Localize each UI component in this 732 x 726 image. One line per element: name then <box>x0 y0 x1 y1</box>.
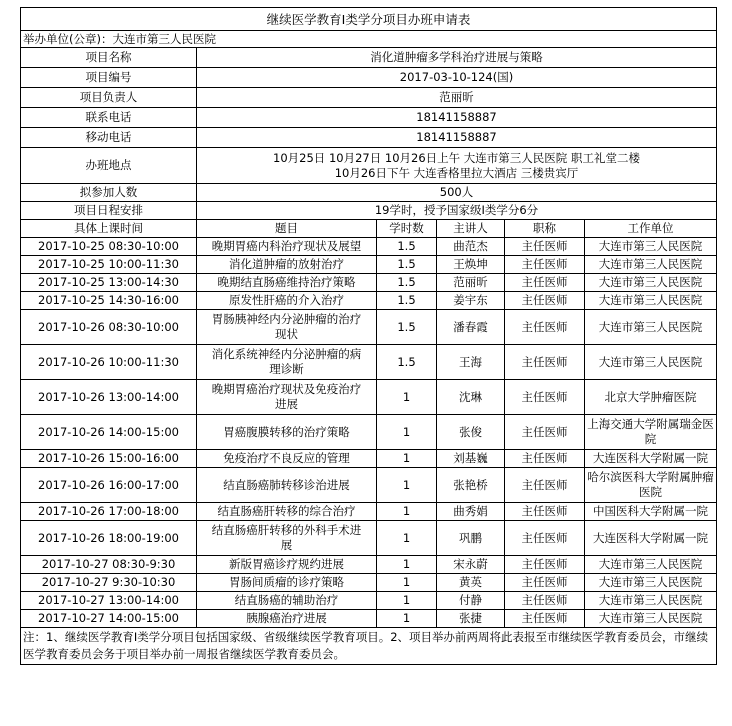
cell-hours: 1 <box>377 468 437 503</box>
cell-topic-line: 胰腺癌治疗进展 <box>246 611 327 625</box>
cell-organization <box>585 310 717 345</box>
cell-hours: 1.5 <box>377 310 437 345</box>
contact-phone-label: 联系电话 <box>21 108 197 128</box>
footnote: 注：1、继续医学教育Ⅰ类学分项目包括国家级、省级继续医学教育项目。2、项目举办前两周将此表报至市继续医学教育委员会，市继续医学教育委员会务于项目举办前一周报省继续医学教育委员会。 <box>21 628 717 665</box>
cell-topic-line: 胃肠胰神经内分泌肿瘤的治疗 <box>211 312 362 326</box>
cell-time: 2017-10-26 16:00-17:00 <box>21 468 197 503</box>
cell-time: 2017-10-27 08:30-9:30 <box>21 556 197 574</box>
venue-line-1: 10月25日 10月27日 10月26日上午 大连市第三人民医院 职工礼堂二楼 <box>273 150 640 165</box>
cell-time: 2017-10-27 9:30-10:30 <box>21 574 197 592</box>
cell-organization-line: 大连市第三人民医院 <box>598 611 703 625</box>
cell-organization <box>585 521 717 556</box>
table-row <box>21 345 717 380</box>
cell-organization <box>585 415 717 450</box>
table-row <box>21 574 717 592</box>
cell-organization <box>585 556 717 574</box>
cell-speaker: 范丽昕 <box>437 274 505 292</box>
cell-time: 2017-10-27 13:00-14:00 <box>21 592 197 610</box>
attendees-label: 拟参加人数 <box>21 184 197 202</box>
cell-topic-line: 消化道肿瘤的放射治疗 <box>229 257 344 271</box>
cell-topic <box>197 380 377 415</box>
cell-organization <box>585 274 717 292</box>
cell-hours: 1 <box>377 592 437 610</box>
cell-topic-line: 展 <box>280 538 293 552</box>
table-row <box>21 521 717 556</box>
cell-title: 主任医师 <box>505 238 585 256</box>
col-header-organization: 工作单位 <box>585 220 717 238</box>
cell-hours: 1 <box>377 610 437 628</box>
table-row <box>21 556 717 574</box>
cell-time: 2017-10-25 08:30-10:00 <box>21 238 197 256</box>
cell-topic-line: 结直肠癌肝转移的综合治疗 <box>217 504 356 518</box>
table-row <box>21 380 717 415</box>
cell-topic <box>197 521 377 556</box>
cell-organization-line: 大连市第三人民医院 <box>598 593 703 607</box>
cell-time: 2017-10-25 10:00-11:30 <box>21 256 197 274</box>
cell-organization-line: 哈尔滨医科大学附属肿瘤 <box>587 470 714 484</box>
cell-organization-line: 上海交通大学附属瑞金医 <box>587 417 714 431</box>
cell-speaker: 王焕坤 <box>437 256 505 274</box>
mobile-phone-label: 移动电话 <box>21 128 197 148</box>
cell-speaker: 付静 <box>437 592 505 610</box>
cell-organization <box>585 468 717 503</box>
cell-title: 主任医师 <box>505 592 585 610</box>
cell-organization-line: 中国医科大学附属一院 <box>593 504 708 518</box>
venue-label: 办班地点 <box>21 148 197 184</box>
cell-topic-line: 结直肠癌肝转移的外科手术进 <box>211 523 362 537</box>
cell-organization <box>585 574 717 592</box>
cell-speaker: 曲秀娟 <box>437 503 505 521</box>
cell-title: 主任医师 <box>505 274 585 292</box>
cell-topic-line: 结直肠癌的辅助治疗 <box>234 593 339 607</box>
col-header-hours: 学时数 <box>377 220 437 238</box>
cell-organization-line: 大连市第三人民医院 <box>598 275 703 289</box>
cell-organization-line: 大连市第三人民医院 <box>598 354 703 369</box>
cell-speaker: 姜宇东 <box>437 292 505 310</box>
cell-speaker: 王海 <box>437 345 505 380</box>
cell-speaker: 曲范杰 <box>437 238 505 256</box>
cell-organization <box>585 380 717 415</box>
cell-organization-line: 大连市第三人民医院 <box>598 557 703 571</box>
application-form-table <box>20 7 717 665</box>
form-title: 继续医学教育I类学分项目办班申请表 <box>21 8 717 31</box>
cell-topic-line: 晚期胃癌内科治疗现状及展望 <box>211 239 362 253</box>
cell-hours: 1.5 <box>377 274 437 292</box>
cell-topic <box>197 238 377 256</box>
cell-topic-line: 胃癌腹膜转移的治疗策略 <box>223 424 350 439</box>
cell-hours: 1 <box>377 450 437 468</box>
cell-hours: 1.5 <box>377 345 437 380</box>
cell-time: 2017-10-25 14:30-16:00 <box>21 292 197 310</box>
mobile-phone-value: 18141158887 <box>197 128 717 148</box>
table-row <box>21 503 717 521</box>
table-row <box>21 274 717 292</box>
cell-time: 2017-10-26 17:00-18:00 <box>21 503 197 521</box>
table-row <box>21 310 717 345</box>
schedule-header-row <box>21 220 717 238</box>
cell-speaker: 刘基巍 <box>437 450 505 468</box>
cell-speaker: 宋永蔚 <box>437 556 505 574</box>
cell-topic-line: 进展 <box>275 397 298 411</box>
cell-time: 2017-10-26 10:00-11:30 <box>21 345 197 380</box>
cell-topic-line: 晚期胃癌治疗现状及免疫治疗 <box>211 382 362 396</box>
cell-title: 主任医师 <box>505 574 585 592</box>
cell-title: 主任医师 <box>505 415 585 450</box>
cell-topic-line: 理诊断 <box>269 362 304 376</box>
col-header-time: 具体上课时间 <box>21 220 197 238</box>
col-header-topic: 题目 <box>197 220 377 238</box>
cell-speaker: 张艳桥 <box>437 468 505 503</box>
cell-organization-line: 医院 <box>639 485 662 499</box>
cell-organization-line: 大连医科大学附属一院 <box>593 451 708 465</box>
cell-topic-line: 原发性肝癌的介入治疗 <box>229 293 344 307</box>
cell-hours: 1 <box>377 503 437 521</box>
cell-organization <box>585 592 717 610</box>
cell-speaker: 潘春霞 <box>437 310 505 345</box>
table-row <box>21 256 717 274</box>
cell-time: 2017-10-26 18:00-19:00 <box>21 521 197 556</box>
cell-organization-line: 大连市第三人民医院 <box>598 319 703 334</box>
cell-hours: 1 <box>377 574 437 592</box>
cell-topic <box>197 574 377 592</box>
cell-title: 主任医师 <box>505 610 585 628</box>
cell-hours: 1 <box>377 556 437 574</box>
cell-topic <box>197 592 377 610</box>
col-header-speaker: 主讲人 <box>437 220 505 238</box>
cell-organization-line: 院 <box>644 432 657 446</box>
cell-organization-line: 大连医科大学附属一院 <box>593 530 708 545</box>
cell-title: 主任医师 <box>505 380 585 415</box>
cell-organization <box>585 610 717 628</box>
schedule-value: 19学时，授予国家级I类学分6分 <box>197 202 717 220</box>
project-id-value: 2017-03-10-124(国) <box>197 68 717 88</box>
cell-speaker: 张捷 <box>437 610 505 628</box>
cell-topic <box>197 415 377 450</box>
cell-topic-line: 结直肠癌肺转移诊治进展 <box>223 477 350 492</box>
cell-topic <box>197 292 377 310</box>
cell-topic-line: 消化系统神经内分泌肿瘤的病 <box>211 347 362 361</box>
attendees-value: 500人 <box>197 184 717 202</box>
table-row <box>21 415 717 450</box>
cell-topic <box>197 450 377 468</box>
cell-topic <box>197 556 377 574</box>
cell-topic <box>197 310 377 345</box>
cell-hours: 1 <box>377 415 437 450</box>
cell-topic <box>197 610 377 628</box>
cell-topic-line: 免疫治疗不良反应的管理 <box>223 451 350 465</box>
cell-hours: 1.5 <box>377 256 437 274</box>
col-header-title: 职称 <box>505 220 585 238</box>
table-row <box>21 238 717 256</box>
contact-phone-value: 18141158887 <box>197 108 717 128</box>
cell-title: 主任医师 <box>505 556 585 574</box>
venue-value <box>197 148 717 184</box>
schedule-label: 项目日程安排 <box>21 202 197 220</box>
project-name-label: 项目名称 <box>21 48 197 68</box>
cell-organization <box>585 292 717 310</box>
project-leader-value: 范丽昕 <box>197 88 717 108</box>
cell-organization <box>585 450 717 468</box>
cell-topic-line: 新版胃癌诊疗规约进展 <box>229 557 344 571</box>
cell-organization <box>585 238 717 256</box>
cell-speaker: 巩鹏 <box>437 521 505 556</box>
cell-organization <box>585 503 717 521</box>
cell-organization <box>585 256 717 274</box>
cell-title: 主任医师 <box>505 450 585 468</box>
cell-topic <box>197 256 377 274</box>
cell-time: 2017-10-26 14:00-15:00 <box>21 415 197 450</box>
table-row <box>21 610 717 628</box>
cell-topic-line: 现状 <box>275 327 298 341</box>
cell-speaker: 张俊 <box>437 415 505 450</box>
cell-topic <box>197 468 377 503</box>
cell-title: 主任医师 <box>505 468 585 503</box>
cell-topic <box>197 503 377 521</box>
cell-speaker: 黄英 <box>437 574 505 592</box>
cell-time: 2017-10-27 14:00-15:00 <box>21 610 197 628</box>
cell-organization-line: 大连市第三人民医院 <box>598 575 703 589</box>
table-row <box>21 292 717 310</box>
cell-topic-line: 晚期结直肠癌维持治疗策略 <box>217 275 356 289</box>
table-row <box>21 450 717 468</box>
cell-organization-line: 大连市第三人民医院 <box>598 257 703 271</box>
cell-title: 主任医师 <box>505 345 585 380</box>
venue-line-2: 10月26日下午 大连香格里拉大酒店 三楼贵宾厅 <box>334 165 579 180</box>
table-row <box>21 468 717 503</box>
project-id-label: 项目编号 <box>21 68 197 88</box>
project-leader-label: 项目负责人 <box>21 88 197 108</box>
cell-topic <box>197 274 377 292</box>
cell-time: 2017-10-26 08:30-10:00 <box>21 310 197 345</box>
cell-title: 主任医师 <box>505 292 585 310</box>
cell-organization-line: 北京大学肿瘤医院 <box>604 389 697 404</box>
cell-hours: 1.5 <box>377 292 437 310</box>
cell-hours: 1 <box>377 380 437 415</box>
project-name-value: 消化道肿瘤多学科治疗进展与策略 <box>197 48 717 68</box>
cell-organization-line: 大连市第三人民医院 <box>598 239 703 253</box>
cell-title: 主任医师 <box>505 521 585 556</box>
cell-title: 主任医师 <box>505 503 585 521</box>
organizer-unit: 举办单位(公章)：大连市第三人民医院 <box>21 31 717 48</box>
cell-organization <box>585 345 717 380</box>
cell-title: 主任医师 <box>505 310 585 345</box>
cell-topic <box>197 345 377 380</box>
cell-hours: 1.5 <box>377 238 437 256</box>
cell-time: 2017-10-26 13:00-14:00 <box>21 380 197 415</box>
cell-organization-line: 大连市第三人民医院 <box>598 293 703 307</box>
table-row <box>21 592 717 610</box>
cell-time: 2017-10-26 15:00-16:00 <box>21 450 197 468</box>
cell-topic-line: 胃肠间质瘤的诊疗策略 <box>229 575 344 589</box>
cell-title: 主任医师 <box>505 256 585 274</box>
cell-hours: 1 <box>377 521 437 556</box>
cell-speaker: 沈琳 <box>437 380 505 415</box>
cell-time: 2017-10-25 13:00-14:30 <box>21 274 197 292</box>
